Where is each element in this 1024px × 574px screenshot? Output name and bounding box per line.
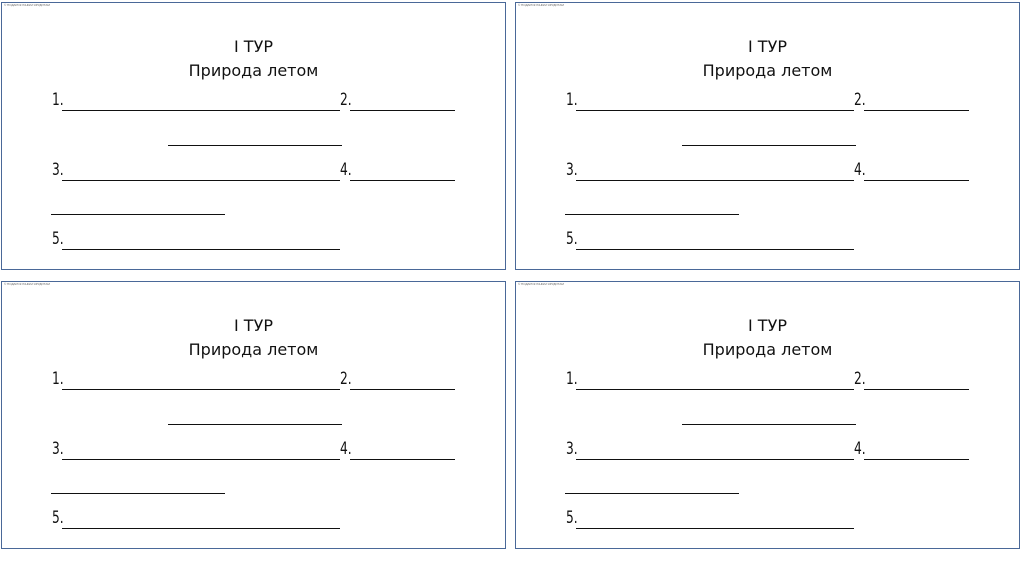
answer-line-4-continued [565,493,739,494]
answer-number-3: 3. [566,160,578,180]
answer-card-4 [515,281,1020,549]
answer-line-5 [62,249,340,250]
round-title: І ТУР [234,37,273,56]
answer-line-3 [62,180,340,181]
answer-line-5 [62,528,340,529]
round-title: І ТУР [234,316,273,335]
card-header-note: © ПОДАРОК ЮНЫМ ЭРУДИТАМ [518,3,564,7]
topic-title: Природа летом [188,340,319,359]
answer-number-1: 1. [566,369,578,389]
answer-line-2 [350,110,455,111]
answer-number-2: 2. [340,369,352,389]
answer-line-1 [576,110,854,111]
answer-line-2 [350,389,455,390]
answer-line-2 [864,389,969,390]
answer-number-3: 3. [52,439,64,459]
answer-number-1: 1. [52,90,64,110]
answer-number-4: 4. [340,160,352,180]
answer-line-1 [62,389,340,390]
answer-number-1: 1. [52,369,64,389]
round-title: І ТУР [748,316,787,335]
answer-number-5: 5. [566,229,578,249]
card-header-note: © ПОДАРОК ЮНЫМ ЭРУДИТАМ [4,3,50,7]
answer-number-4: 4. [854,439,866,459]
answer-line-3 [62,459,340,460]
answer-line-2-continued [682,145,856,146]
topic-title: Природа летом [702,340,833,359]
answer-line-2 [864,110,969,111]
answer-line-4 [350,180,455,181]
topic-title: Природа летом [188,61,319,80]
answer-number-1: 1. [566,90,578,110]
answer-line-5 [576,528,854,529]
answer-card-3 [1,281,506,549]
answer-line-2-continued [168,145,342,146]
answer-number-3: 3. [52,160,64,180]
answer-card-2 [515,2,1020,270]
answer-line-4 [350,459,455,460]
answer-card-1 [1,2,506,270]
card-header-note: © ПОДАРОК ЮНЫМ ЭРУДИТАМ [518,282,564,286]
answer-line-5 [576,249,854,250]
answer-line-3 [576,459,854,460]
answer-line-4-continued [51,214,225,215]
answer-line-3 [576,180,854,181]
answer-line-4-continued [565,214,739,215]
answer-number-5: 5. [566,508,578,528]
answer-line-4 [864,180,969,181]
answer-number-4: 4. [340,439,352,459]
answer-number-3: 3. [566,439,578,459]
answer-number-2: 2. [340,90,352,110]
answer-number-5: 5. [52,508,64,528]
card-header-note: © ПОДАРОК ЮНЫМ ЭРУДИТАМ [4,282,50,286]
answer-line-1 [62,110,340,111]
answer-line-2-continued [168,424,342,425]
answer-number-2: 2. [854,369,866,389]
round-title: І ТУР [748,37,787,56]
answer-number-4: 4. [854,160,866,180]
answer-line-1 [576,389,854,390]
answer-line-4-continued [51,493,225,494]
topic-title: Природа летом [702,61,833,80]
answer-number-2: 2. [854,90,866,110]
answer-line-2-continued [682,424,856,425]
answer-number-5: 5. [52,229,64,249]
answer-line-4 [864,459,969,460]
